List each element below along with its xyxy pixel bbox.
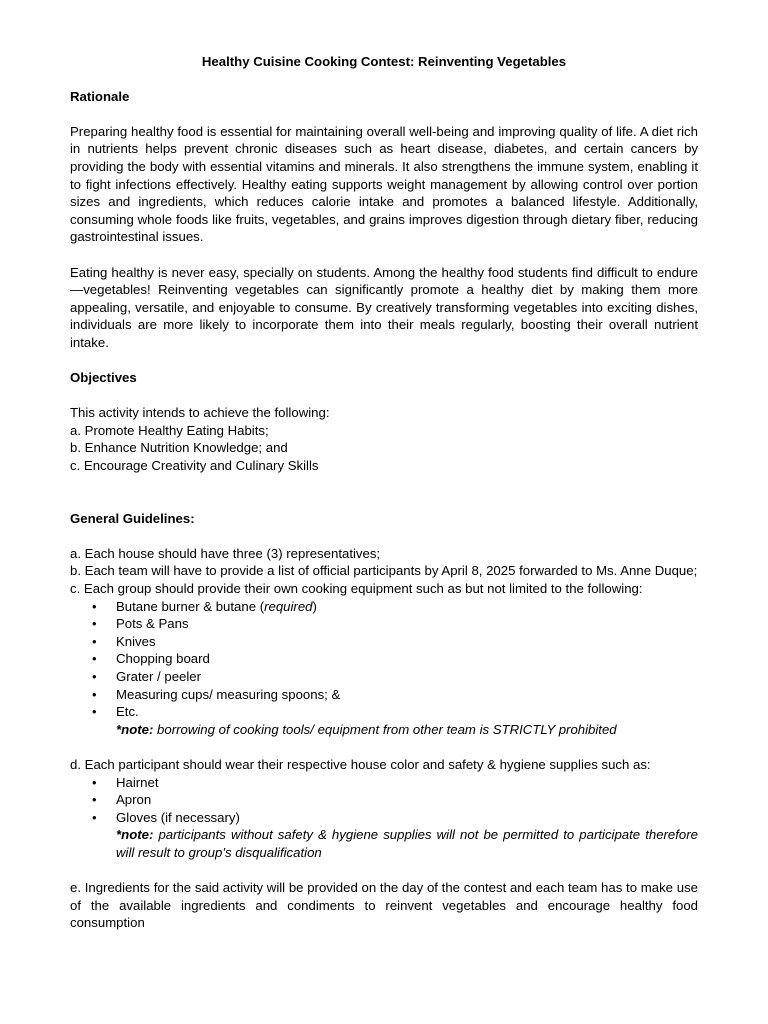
- bullet-icon: •: [92, 598, 97, 614]
- list-item: • Hairnet: [92, 774, 159, 790]
- objectives-intro: This activity intends to achieve the following:: [70, 405, 330, 421]
- bullet-icon: •: [92, 633, 97, 649]
- rationale-paragraph-2: Eating healthy is never easy, specially on students. Among the healthy food students find difficult to endure—vegetables! Reinventing vegetables can significantly promote a healthy diet by making them more appealing, versatile, and enjoyable to consume. By creatively transforming vegetables into exciting dishes, individuals are more likely to incorporate them into their meals regularly, boosting their overall nutrient intake.: [70, 264, 698, 350]
- list-item: • Chopping board: [92, 651, 210, 667]
- bullet-icon: •: [92, 669, 97, 684]
- hygiene-list: [70, 774, 698, 827]
- bullet-icon: •: [92, 809, 97, 825]
- list-item: • Grater / peeler: [92, 669, 202, 684]
- objective-item: b. Enhance Nutrition Knowledge; and: [70, 440, 288, 456]
- list-item: • Etc.: [92, 704, 139, 720]
- guideline-a: a. Each house should have three (3) representatives;: [70, 545, 381, 561]
- guideline-b: b. Each team will have to provide a list of official participants by April 8, 2025 forwarded to Ms. Anne Duque;: [70, 563, 698, 579]
- list-item: • Pots & Pans: [92, 616, 189, 632]
- list-item: • Knives: [92, 633, 156, 649]
- list-item: • Gloves (if necessary): [92, 809, 240, 825]
- guideline-e: e. Ingredients for the said activity will be provided on the day of the contest and each team has to make use of the available ingredients and condiments to reinvent vegetables and encourage healthy food consumption: [70, 880, 698, 931]
- bullet-icon: •: [92, 616, 97, 632]
- bullet-icon: •: [92, 792, 97, 808]
- bullet-icon: •: [92, 686, 97, 702]
- equipment-list: [70, 598, 698, 721]
- rationale-heading: Rationale: [70, 88, 130, 104]
- list-item: • Apron: [92, 792, 152, 808]
- objective-item: c. Encourage Creativity and Culinary Skills: [70, 458, 319, 474]
- hygiene-note: *note: participants without safety & hygiene supplies will not be permitted to participate therefore will result to group’s disqualification: [116, 827, 698, 860]
- guideline-c: c. Each group should provide their own cooking equipment such as but not limited to the following:: [70, 581, 643, 597]
- objective-item: a. Promote Healthy Eating Habits;: [70, 422, 269, 438]
- document-title: Healthy Cuisine Cooking Contest: Reinventing Vegetables: [201, 54, 567, 69]
- objectives-heading: Objectives: [70, 370, 137, 386]
- equipment-note: *note: borrowing of cooking tools/ equipment from other team is STRICTLY prohibited: [116, 721, 617, 737]
- list-item: • Butane burner & butane (required): [92, 598, 317, 614]
- guidelines-heading: General Guidelines:: [70, 510, 195, 526]
- bullet-icon: •: [92, 651, 97, 667]
- guideline-d: d. Each participant should wear their respective house color and safety & hygiene supplies such as:: [70, 756, 651, 772]
- bullet-icon: •: [92, 704, 97, 720]
- bullet-icon: •: [92, 774, 97, 790]
- list-item: • Measuring cups/ measuring spoons; &: [92, 686, 341, 702]
- rationale-paragraph-1: Preparing healthy food is essential for maintaining overall well-being and improving quality of life. A diet rich in nutrients helps prevent chronic diseases such as heart disease, diabetes, and certain cancers by providing the body with essential vitamins and minerals. It also strengthens the immune system, enabling it to fight infections effectively. Healthy eating supports weight management by allowing control over portion sizes and ingredients, which reduces calorie intake and promotes a balanced lifestyle. Additionally, consuming whole foods like fruits, vegetables, and grains improves digestion through dietary fiber, reducing gastrointestinal issues.: [70, 123, 698, 245]
